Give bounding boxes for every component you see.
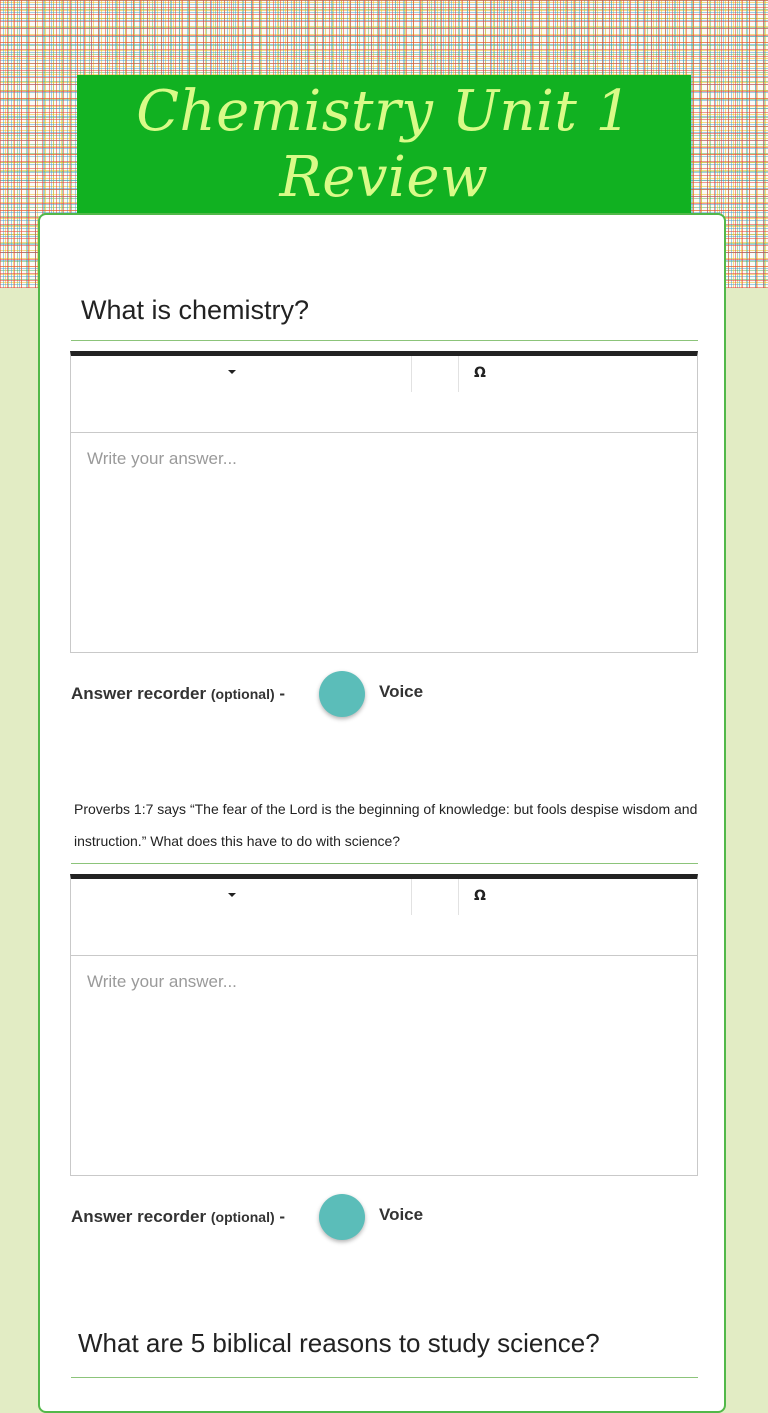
toolbar-divider xyxy=(458,879,459,915)
answer-recorder-2 xyxy=(71,1194,491,1240)
worksheet-card xyxy=(38,213,726,1413)
answer-editor-1 xyxy=(70,351,698,653)
format-dropdown-caret-icon[interactable] xyxy=(228,893,236,897)
record-voice-button[interactable] xyxy=(319,1194,365,1240)
answer-recorder-1 xyxy=(71,671,491,717)
answer-recorder-label: Answer recorder (optional) - xyxy=(71,684,286,703)
question-2-line-1: Proverbs 1:7 says “The fear of the Lord is the beginning of knowledge: but fools despise wisdom and xyxy=(74,801,698,817)
format-dropdown-caret-icon[interactable] xyxy=(228,370,236,374)
answer-editor-2 xyxy=(70,874,698,1176)
voice-label: Voice xyxy=(379,682,424,701)
record-voice-button[interactable] xyxy=(319,671,365,717)
question-3-text: What are 5 biblical reasons to study science? xyxy=(78,1328,600,1358)
answer-input-2[interactable] xyxy=(71,956,697,1174)
voice-label: Voice xyxy=(379,1205,424,1224)
question-1-text: What is chemistry? xyxy=(81,295,310,325)
worksheet-title xyxy=(77,75,691,211)
question-2-text xyxy=(71,793,698,857)
answer-input-1[interactable] xyxy=(71,433,697,651)
editor-toolbar xyxy=(71,356,697,433)
question-3 xyxy=(71,1323,698,1378)
question-1 xyxy=(71,290,698,341)
special-character-icon[interactable]: Ω xyxy=(474,888,486,904)
special-character-icon[interactable]: Ω xyxy=(474,365,486,381)
title-line-2: Review xyxy=(279,145,489,210)
toolbar-divider xyxy=(411,879,412,915)
optional-note: (optional) xyxy=(210,686,275,702)
title-banner xyxy=(77,75,691,220)
question-2 xyxy=(71,793,698,864)
answer-recorder-label: Answer recorder (optional) - xyxy=(71,1207,286,1226)
title-line-1: Chemistry Unit 1 xyxy=(136,79,632,144)
question-2-line-2: instruction.” What does this have to do with science? xyxy=(74,833,401,849)
editor-toolbar xyxy=(71,879,697,956)
toolbar-divider xyxy=(458,356,459,392)
optional-note: (optional) xyxy=(210,1209,275,1225)
toolbar-divider xyxy=(411,356,412,392)
